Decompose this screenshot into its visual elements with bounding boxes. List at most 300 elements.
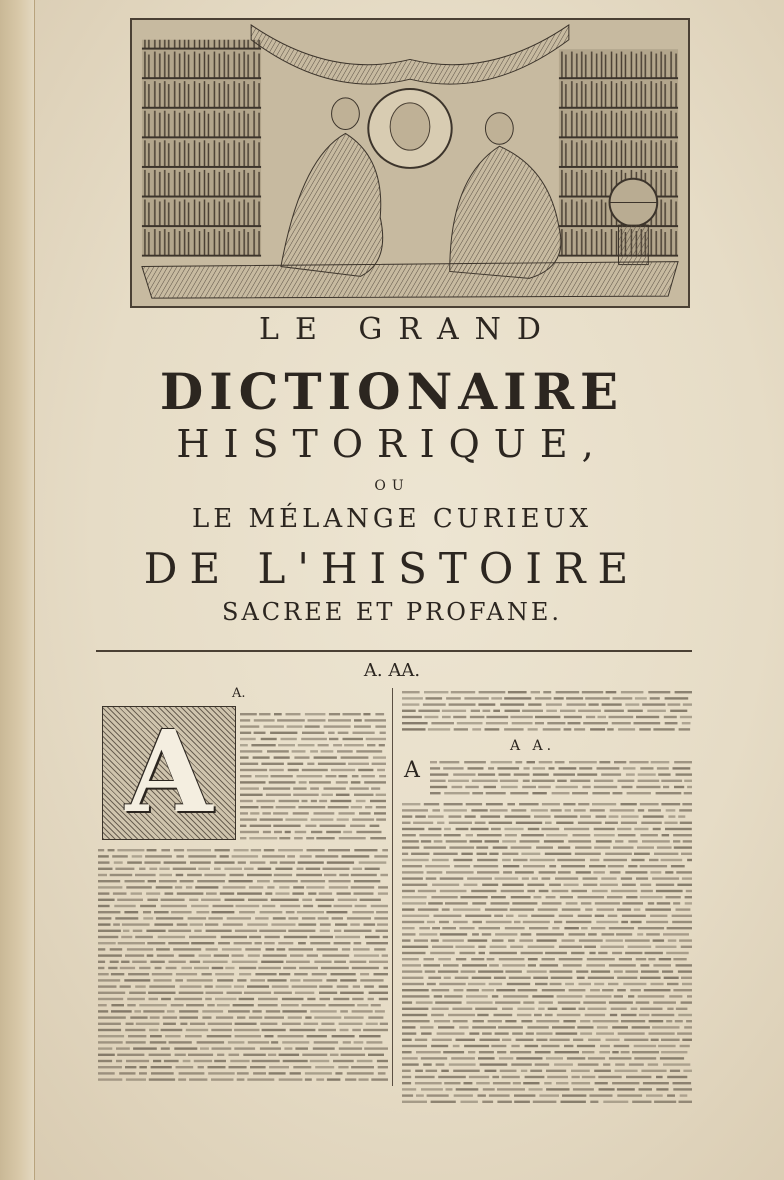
text-line-mark [592,792,610,794]
text-line-mark [614,1045,630,1047]
text-line-mark [483,710,491,712]
text-line-mark [486,803,503,805]
text-line-mark [151,1066,172,1068]
text-line-mark [302,732,324,734]
text-line-mark [477,1014,488,1016]
text-line-mark [527,761,536,763]
text-line-mark [439,921,449,923]
text-line-mark [666,809,676,811]
text-line-mark [539,871,556,873]
text-line-mark [286,961,310,963]
text-line-mark [451,1057,475,1059]
text-line-mark [581,902,592,904]
text-line-mark [477,859,498,861]
text-line-mark [682,803,692,805]
text-line-mark [528,828,540,830]
text-line-mark [523,921,550,923]
text-line-mark [352,1010,373,1012]
text-line-mark [139,1066,147,1068]
text-line-mark [143,911,151,913]
text-line-mark [521,1020,532,1022]
text-line-mark [293,794,319,796]
text-line-mark [639,1088,653,1090]
text-line-mark [98,874,107,876]
text-line-mark [369,961,388,963]
text-line-mark [571,890,587,892]
text-line-mark [466,834,473,836]
title-line-sacree-et-profane: SACREE ET PROFANE. [222,598,562,626]
text-line-mark [678,970,692,972]
text-line-mark [502,840,516,842]
text-line-mark [126,1023,134,1025]
text-line-mark [341,1054,366,1056]
text-line-mark [368,1054,384,1056]
text-line-mark [126,1078,146,1080]
text-line-mark [206,948,218,950]
text-line-mark [199,954,211,956]
text-line-mark [98,923,111,925]
text-line-mark [539,890,549,892]
text-line-mark [609,964,636,966]
text-line-mark [301,880,326,882]
text-line-mark [179,954,195,956]
text-line-mark [676,908,691,910]
text-line-mark [628,946,652,948]
text-line-mark [254,732,266,734]
text-line-mark [229,1066,247,1068]
text-line-mark [318,763,346,765]
text-line-mark [486,792,506,794]
text-line-mark [208,1023,232,1025]
text-line-mark [402,1088,416,1090]
text-line-mark [509,977,531,979]
text-line-mark [374,973,389,975]
text-line-mark [208,917,222,919]
text-line-mark [665,697,689,699]
text-line-mark [271,899,299,901]
text-line-mark [555,761,565,763]
text-line-mark [292,750,306,752]
text-line-mark [556,1032,578,1034]
text-line-mark [339,812,355,814]
text-line-mark [310,942,330,944]
text-line-mark [609,927,634,929]
text-line-mark [262,812,271,814]
text-line-mark [324,787,346,789]
text-line-mark [578,710,601,712]
text-line-mark [605,822,618,824]
text-line-mark [347,1072,374,1074]
text-line-mark [531,809,548,811]
text-line-mark [352,818,374,820]
text-line-mark [111,1004,124,1006]
text-line-mark [514,1101,530,1103]
text-line-mark [495,1032,509,1034]
text-line-mark [646,1094,663,1096]
text-line-mark [559,946,582,948]
text-line-mark [491,902,510,904]
text-line-mark [127,1004,135,1006]
text-line-mark [421,1057,447,1059]
text-line-mark [662,970,673,972]
text-line-mark [238,861,246,863]
text-line-mark [271,923,295,925]
text-line-mark [297,868,304,870]
text-line-mark [368,1016,383,1018]
text-line-mark [628,865,637,867]
text-line-mark [442,710,466,712]
text-line-mark [266,1010,280,1012]
text-line-mark [504,828,523,830]
text-line-mark [464,761,486,763]
text-line-mark [331,769,355,771]
text-line-mark [234,1047,255,1049]
text-line-mark [424,958,435,960]
text-line-mark [173,948,201,950]
text-line-mark [576,970,588,972]
text-line-mark [624,1039,648,1041]
text-line-mark [98,1041,123,1043]
text-line-mark [266,948,275,950]
text-line-mark [597,1026,608,1028]
text-line-mark [240,763,258,765]
text-line-mark [652,1026,679,1028]
text-line-mark [443,964,459,966]
text-line-mark [533,767,546,769]
text-line-mark [525,1076,545,1078]
text-line-mark [98,1004,107,1006]
text-line-mark [126,1041,146,1043]
text-line-mark [327,1078,341,1080]
text-line-mark [204,874,225,876]
text-line-mark [281,1004,299,1006]
text-line-mark [593,1020,619,1022]
text-line-mark [149,985,175,987]
text-line-mark [364,985,374,987]
text-line-mark [589,703,599,705]
text-line-mark [258,998,278,1000]
text-line-mark [250,1066,266,1068]
text-line-mark [198,1066,204,1068]
text-line-mark [125,1029,145,1031]
text-line-mark [600,1045,610,1047]
text-line-mark [279,1054,300,1056]
text-line-mark [371,905,388,907]
text-line-mark [113,923,120,925]
text-line-mark [269,769,284,771]
text-line-mark [279,886,289,888]
text-line-mark [194,930,201,932]
text-line-mark [344,1016,364,1018]
text-line-mark [252,1060,280,1062]
text-line-mark [187,849,211,851]
text-line-mark [631,1008,638,1010]
text-line-mark [356,800,366,802]
text-line-mark [563,1020,575,1022]
text-line-mark [343,1041,351,1043]
text-line-mark [499,773,511,775]
text-line-mark [280,905,300,907]
text-line-mark [672,921,692,923]
text-line-mark [361,775,375,777]
text-line-mark [599,1051,610,1053]
text-line-mark [326,775,337,777]
text-line-mark [625,939,650,941]
text-line-mark [442,908,450,910]
right-column-initial: A [404,758,420,783]
text-line-mark [237,1016,245,1018]
text-line-mark [229,1054,240,1056]
text-line-mark [594,1070,611,1072]
text-line-mark [194,1060,212,1062]
text-line-mark [440,933,467,935]
text-line-mark [186,886,192,888]
text-line-mark [376,818,386,820]
text-line-mark [476,1082,490,1084]
text-line-mark [510,716,532,718]
text-line-mark [320,998,331,1000]
text-line-mark [302,1054,327,1056]
title-line-ou: OU [374,478,410,494]
text-line-mark [240,732,251,734]
text-line-mark [609,1057,632,1059]
text-line-mark [667,1008,673,1010]
text-line-mark [482,1032,492,1034]
text-line-mark [637,846,654,848]
text-line-mark [255,775,268,777]
text-line-mark [414,939,428,941]
text-line-mark [147,849,157,851]
text-line-mark [453,1045,460,1047]
text-line-mark [135,936,153,938]
text-line-mark [621,822,637,824]
text-line-mark [416,1001,433,1003]
text-line-mark [610,871,621,873]
text-line-mark [98,954,122,956]
text-line-mark [234,849,249,851]
text-line-mark [339,874,349,876]
text-line-mark [98,979,120,981]
text-line-mark [505,970,522,972]
text-line-mark [461,1101,478,1103]
text-line-mark [328,719,351,721]
text-line-mark [532,877,538,879]
text-line-mark [303,905,313,907]
text-line-mark [601,877,616,879]
text-line-mark [311,818,334,820]
text-line-mark [262,855,285,857]
text-line-mark [606,1039,620,1041]
text-line-mark [232,954,244,956]
text-line-mark [127,948,153,950]
text-line-mark [205,985,213,987]
text-line-mark [288,917,298,919]
text-line-mark [542,803,560,805]
text-line-mark [678,815,685,817]
text-line-mark [425,865,450,867]
text-line-mark [150,1016,160,1018]
text-line-mark [464,884,478,886]
text-line-mark [478,773,495,775]
text-line-mark [552,792,570,794]
text-line-mark [536,1020,559,1022]
text-line-mark [453,773,475,775]
text-line-mark [306,868,321,870]
text-line-mark [502,1008,513,1010]
text-line-mark [658,773,670,775]
text-line-mark [198,868,210,870]
text-line-mark [402,728,426,730]
text-line-mark [359,812,371,814]
text-line-mark [314,1041,338,1043]
text-line-mark [515,871,534,873]
text-line-mark [512,902,537,904]
text-line-mark [680,822,692,824]
text-line-mark [263,954,287,956]
text-line-mark [444,995,462,997]
text-line-mark [505,710,520,712]
text-line-mark [468,767,484,769]
text-line-mark [645,908,671,910]
text-line-mark [202,1016,211,1018]
text-line-mark [274,992,292,994]
text-line-mark [240,738,256,740]
text-line-mark [456,1088,479,1090]
text-line-mark [424,803,439,805]
text-line-mark [556,822,573,824]
text-line-mark [274,713,282,715]
text-line-mark [237,979,246,981]
text-line-mark [169,1041,192,1043]
text-line-mark [431,1045,448,1047]
text-line-mark [650,871,661,873]
text-line-mark [432,946,453,948]
text-line-mark [479,691,506,693]
text-line-mark [359,1035,381,1037]
text-line-mark [667,1076,687,1078]
text-line-mark [564,728,572,730]
text-line-mark [186,1029,208,1031]
text-line-mark [615,840,623,842]
text-line-mark [301,738,327,740]
text-line-mark [164,1060,179,1062]
text-line-mark [648,958,655,960]
text-line-mark [477,853,488,855]
text-line-mark [461,853,472,855]
text-line-mark [505,927,525,929]
text-line-mark [334,942,351,944]
text-line-mark [577,977,585,979]
text-line-mark [98,1035,124,1037]
text-line-mark [134,1010,141,1012]
text-line-mark [655,946,676,948]
text-line-mark [596,840,612,842]
text-line-mark [611,890,637,892]
text-line-mark [343,738,364,740]
text-line-mark [538,786,551,788]
text-line-mark [491,697,502,699]
text-line-mark [550,970,573,972]
text-line-mark [496,989,515,991]
text-line-mark [377,769,385,771]
text-line-mark [282,1023,301,1025]
text-line-mark [191,942,214,944]
text-line-mark [560,896,573,898]
text-line-mark [150,1035,162,1037]
text-line-mark [424,691,448,693]
text-line-mark [445,902,468,904]
text-line-mark [559,915,573,917]
text-line-mark [442,939,464,941]
text-line-mark [608,865,624,867]
text-line-mark [679,809,692,811]
text-line-mark [681,1001,692,1003]
text-line-mark [307,998,315,1000]
text-line-mark [331,800,352,802]
text-line-mark [608,915,618,917]
text-line-mark [159,880,177,882]
text-line-mark [114,861,123,863]
text-line-mark [278,744,295,746]
text-line-mark [650,915,667,917]
text-line-mark [371,1004,381,1006]
text-line-mark [621,691,644,693]
text-line-mark [627,792,651,794]
text-line-mark [233,1004,254,1006]
text-line-mark [366,1041,382,1043]
text-line-mark [453,1070,480,1072]
text-line-mark [582,786,590,788]
text-line-mark [351,806,362,808]
text-line-mark [415,1076,435,1078]
text-line-mark [636,786,660,788]
text-line-mark [205,998,212,1000]
text-line-mark [342,948,350,950]
frontispiece-engraving [130,18,690,308]
text-line-mark [640,865,667,867]
text-line-mark [651,983,664,985]
text-line-mark [453,921,468,923]
text-line-mark [244,868,254,870]
text-line-mark [322,794,333,796]
text-line-mark [607,896,623,898]
text-line-mark [426,697,443,699]
text-line-mark [510,792,528,794]
text-line-mark [676,871,692,873]
text-line-mark [653,1001,676,1003]
text-line-mark [569,989,586,991]
text-line-mark [513,859,528,861]
text-line-mark [555,877,578,879]
text-line-mark [562,1008,576,1010]
text-line-mark [311,831,322,833]
text-line-mark [683,840,692,842]
text-line-mark [314,812,335,814]
text-line-mark [527,884,544,886]
text-line-mark [292,985,318,987]
text-line-mark [551,977,573,979]
text-line-mark [621,921,628,923]
text-line-mark [176,1066,194,1068]
text-line-mark [594,780,613,782]
text-line-mark [254,719,275,721]
text-line-mark [146,930,165,932]
text-line-mark [295,992,314,994]
text-line-mark [240,775,252,777]
text-line-mark [374,948,385,950]
text-line-mark [489,853,498,855]
text-line-mark [220,892,234,894]
